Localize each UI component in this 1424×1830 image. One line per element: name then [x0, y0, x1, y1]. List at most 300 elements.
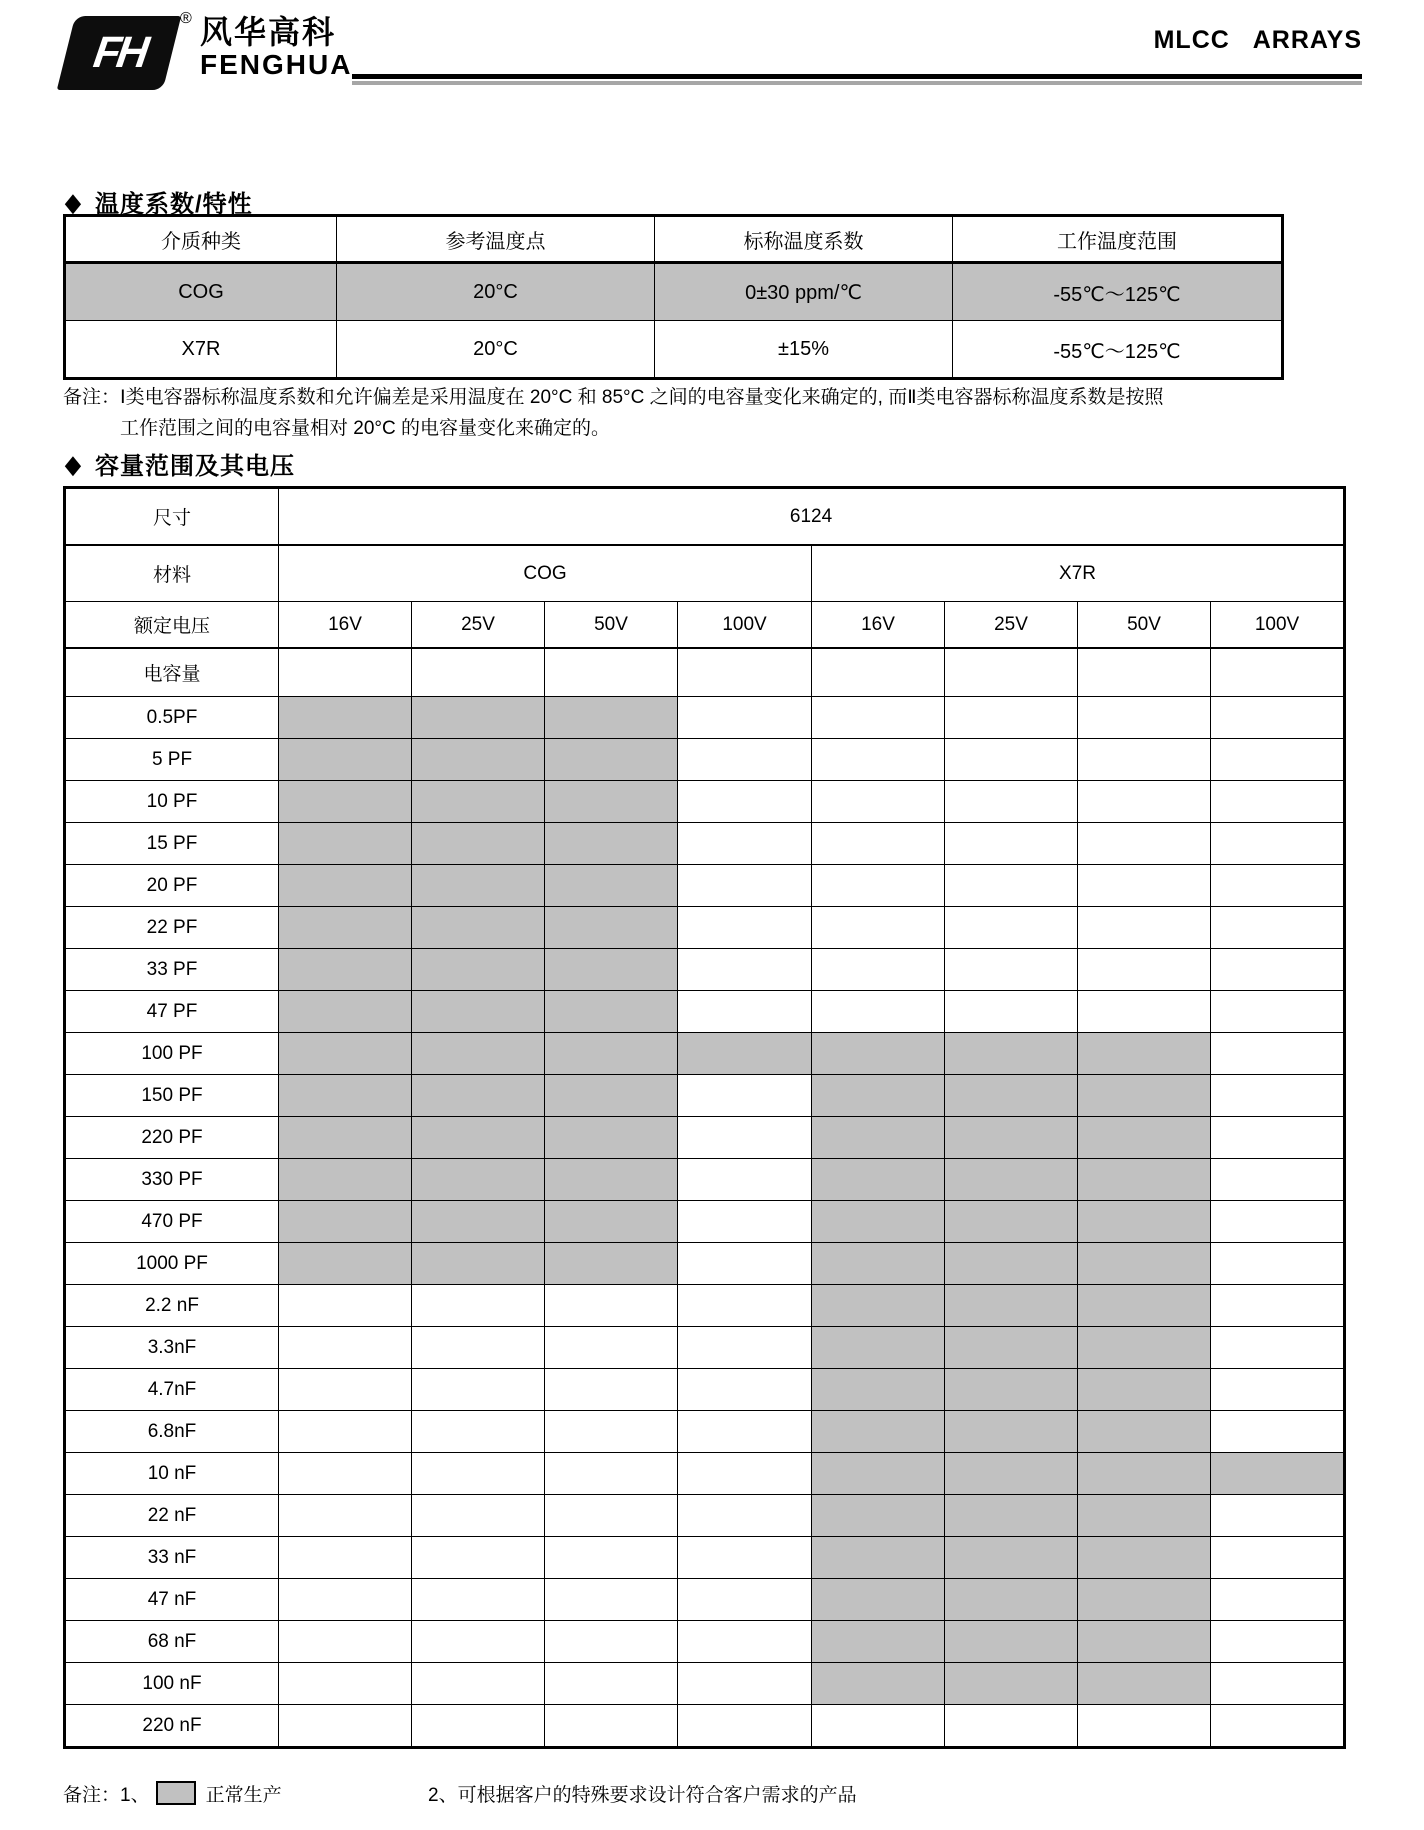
availability-cell-empty: [678, 1201, 812, 1243]
availability-cell-produced: [1078, 1285, 1211, 1327]
availability-cell-produced: [412, 865, 545, 907]
capacitance-row: [65, 739, 1345, 781]
availability-cell-empty: [545, 1663, 678, 1705]
temperature-note: [63, 382, 1373, 444]
availability-cell-produced: [1078, 1453, 1211, 1495]
table-cell: -55℃～125℃: [953, 263, 1283, 321]
availability-cell-empty: [1078, 1705, 1211, 1748]
availability-cell-empty: [545, 1495, 678, 1537]
availability-cell-produced: [678, 1033, 812, 1075]
availability-cell-empty: [412, 1285, 545, 1327]
table-row: [65, 321, 1283, 379]
column-header: 工作温度范围: [953, 216, 1283, 263]
availability-cell-empty: [279, 1453, 412, 1495]
availability-cell-produced: [945, 1327, 1078, 1369]
availability-cell-produced: [412, 1075, 545, 1117]
availability-cell-empty: [812, 907, 945, 949]
table-cell: -55℃～125℃: [953, 321, 1283, 379]
availability-cell-produced: [945, 1117, 1078, 1159]
availability-cell-empty: [412, 1453, 545, 1495]
availability-cell-produced: [812, 1579, 945, 1621]
capacitance-row: [65, 1453, 1345, 1495]
legend-item2: 2、可根据客户的特殊要求设计符合客户需求的产品: [428, 1784, 857, 1806]
availability-cell-empty: [1211, 949, 1345, 991]
availability-cell-empty: [678, 1411, 812, 1453]
availability-cell-empty: [945, 697, 1078, 739]
availability-cell-produced: [412, 1201, 545, 1243]
page-title: MLCC ARRAYS: [1153, 26, 1362, 54]
availability-cell-empty: [1211, 739, 1345, 781]
availability-cell-empty: [279, 1579, 412, 1621]
capacitance-row: [65, 697, 1345, 739]
capacitance-value-label: 220 PF: [65, 1117, 279, 1159]
availability-cell-produced: [412, 1243, 545, 1285]
availability-cell-empty: [812, 739, 945, 781]
voltage-header-cell: 16V: [279, 602, 412, 649]
availability-cell-produced: [279, 1243, 412, 1285]
note-line1: Ⅰ类电容器标称温度系数和允许偏差是采用温度在 20°C 和 85°C 之间的电容量变化来确定的, 而Ⅱ类电容器标称温度系数是按照: [120, 387, 1164, 408]
availability-cell-empty: [1211, 1663, 1345, 1705]
availability-cell-empty: [1211, 1579, 1345, 1621]
header-divider: [352, 74, 1362, 85]
availability-cell-empty: [678, 1537, 812, 1579]
capacitance-value-label: 3.3nF: [65, 1327, 279, 1369]
table-cell: 20°C: [337, 263, 655, 321]
availability-cell-empty: [678, 1495, 812, 1537]
availability-cell-produced: [412, 1159, 545, 1201]
availability-cell-empty: [412, 1705, 545, 1748]
availability-cell-produced: [545, 1201, 678, 1243]
diamond-bullet-icon: ◆: [64, 448, 82, 479]
availability-cell-empty: [1078, 907, 1211, 949]
availability-cell-empty: [945, 865, 1078, 907]
availability-cell-empty: [678, 1705, 812, 1748]
availability-cell-empty: [412, 1327, 545, 1369]
size-value: 6124: [279, 488, 1345, 546]
empty-cell: [1211, 648, 1345, 697]
capacitance-value-label: 22 nF: [65, 1495, 279, 1537]
brand-block: [200, 16, 352, 79]
availability-cell-empty: [678, 697, 812, 739]
capacitance-value-label: 100 nF: [65, 1663, 279, 1705]
availability-cell-produced: [279, 991, 412, 1033]
material-x7r: X7R: [812, 545, 1345, 602]
logo-monogram: FH: [90, 28, 148, 77]
availability-cell-produced: [812, 1159, 945, 1201]
availability-cell-produced: [812, 1369, 945, 1411]
availability-cell-produced: [945, 1579, 1078, 1621]
capacitance-range-table: [63, 486, 1346, 1749]
availability-cell-empty: [678, 1285, 812, 1327]
availability-cell-empty: [1078, 697, 1211, 739]
availability-cell-produced: [279, 1075, 412, 1117]
voltage-header-cell: 16V: [812, 602, 945, 649]
column-header: 标称温度系数: [655, 216, 953, 263]
availability-cell-empty: [412, 1579, 545, 1621]
availability-cell-empty: [678, 823, 812, 865]
availability-cell-empty: [1211, 865, 1345, 907]
table-header-row: [65, 216, 1283, 263]
brand-name-english: FENGHUA: [200, 48, 353, 80]
availability-cell-produced: [545, 697, 678, 739]
availability-cell-produced: [1078, 1243, 1211, 1285]
availability-cell-empty: [1211, 1705, 1345, 1748]
availability-cell-empty: [279, 1495, 412, 1537]
capacitance-row: [65, 907, 1345, 949]
availability-cell-empty: [678, 739, 812, 781]
capacitance-label: 电容量: [65, 648, 279, 697]
availability-cell-produced: [412, 739, 545, 781]
availability-cell-produced: [945, 1411, 1078, 1453]
rated-voltage-row: [65, 602, 1345, 649]
section-title-capacitance: [63, 446, 295, 481]
availability-cell-produced: [412, 781, 545, 823]
availability-cell-empty: [1211, 1285, 1345, 1327]
availability-cell-empty: [1211, 1243, 1345, 1285]
empty-cell: [945, 648, 1078, 697]
availability-cell-empty: [545, 1621, 678, 1663]
empty-cell: [812, 648, 945, 697]
availability-cell-produced: [945, 1621, 1078, 1663]
availability-cell-produced: [945, 1201, 1078, 1243]
availability-cell-empty: [945, 781, 1078, 823]
availability-cell-empty: [1078, 823, 1211, 865]
availability-cell-produced: [945, 1243, 1078, 1285]
availability-cell-empty: [412, 1621, 545, 1663]
availability-cell-produced: [545, 781, 678, 823]
availability-cell-produced: [545, 823, 678, 865]
availability-cell-empty: [945, 907, 1078, 949]
normal-production-swatch: [156, 1781, 196, 1805]
availability-cell-empty: [545, 1369, 678, 1411]
availability-cell-produced: [812, 1201, 945, 1243]
capacitance-value-label: 0.5PF: [65, 697, 279, 739]
availability-cell-empty: [812, 949, 945, 991]
availability-cell-produced: [279, 1201, 412, 1243]
availability-cell-produced: [545, 1075, 678, 1117]
availability-cell-empty: [279, 1369, 412, 1411]
availability-cell-empty: [1078, 739, 1211, 781]
availability-cell-empty: [279, 1327, 412, 1369]
capacitance-row: [65, 1285, 1345, 1327]
fenghua-logo-icon: [57, 16, 181, 90]
availability-cell-produced: [545, 1159, 678, 1201]
availability-cell-empty: [279, 1285, 412, 1327]
availability-cell-empty: [812, 823, 945, 865]
availability-cell-empty: [678, 1243, 812, 1285]
table-cell: X7R: [65, 321, 337, 379]
availability-cell-produced: [945, 1369, 1078, 1411]
availability-cell-empty: [545, 1327, 678, 1369]
availability-cell-empty: [678, 1621, 812, 1663]
availability-cell-produced: [945, 1537, 1078, 1579]
registered-trademark-symbol: ®: [180, 10, 192, 27]
availability-cell-empty: [678, 949, 812, 991]
availability-cell-produced: [1078, 1537, 1211, 1579]
availability-cell-produced: [279, 781, 412, 823]
availability-cell-produced: [812, 1327, 945, 1369]
availability-cell-empty: [279, 1705, 412, 1748]
voltage-label: 额定电压: [65, 602, 279, 649]
empty-cell: [545, 648, 678, 697]
capacitance-row: [65, 949, 1345, 991]
availability-cell-produced: [1078, 1201, 1211, 1243]
availability-cell-empty: [1211, 781, 1345, 823]
temperature-characteristics-table: [63, 214, 1284, 380]
capacitance-value-label: 4.7nF: [65, 1369, 279, 1411]
availability-cell-produced: [812, 1117, 945, 1159]
capacitance-row: [65, 781, 1345, 823]
note-label: 备注：: [63, 387, 121, 408]
availability-cell-produced: [1078, 1621, 1211, 1663]
availability-cell-empty: [1211, 1201, 1345, 1243]
voltage-header-cell: 50V: [545, 602, 678, 649]
capacitance-row: [65, 1621, 1345, 1663]
availability-cell-produced: [279, 1159, 412, 1201]
capacitance-value-label: 47 nF: [65, 1579, 279, 1621]
availability-cell-empty: [678, 865, 812, 907]
capacitance-row: [65, 1327, 1345, 1369]
table-cell: 20°C: [337, 321, 655, 379]
availability-cell-empty: [945, 739, 1078, 781]
availability-cell-empty: [1211, 907, 1345, 949]
availability-cell-produced: [945, 1159, 1078, 1201]
size-row: [65, 488, 1345, 546]
availability-cell-empty: [812, 865, 945, 907]
availability-cell-produced: [812, 1411, 945, 1453]
capacitance-value-label: 10 nF: [65, 1453, 279, 1495]
empty-cell: [1078, 648, 1211, 697]
capacitance-value-label: 2.2 nF: [65, 1285, 279, 1327]
availability-cell-empty: [545, 1579, 678, 1621]
availability-cell-empty: [279, 1537, 412, 1579]
capacitance-value-label: 1000 PF: [65, 1243, 279, 1285]
capacitance-row: [65, 1663, 1345, 1705]
diamond-bullet-icon: ◆: [64, 186, 82, 217]
voltage-header-cell: 50V: [1078, 602, 1211, 649]
table-cell: COG: [65, 263, 337, 321]
availability-cell-empty: [945, 823, 1078, 865]
availability-cell-produced: [279, 697, 412, 739]
availability-cell-produced: [412, 991, 545, 1033]
availability-cell-empty: [279, 1663, 412, 1705]
capacitance-row: [65, 1369, 1345, 1411]
capacitance-row: [65, 991, 1345, 1033]
legend-prefix: 备注：1、: [63, 1784, 150, 1806]
capacitance-row: [65, 1075, 1345, 1117]
voltage-header-cell: 25V: [412, 602, 545, 649]
capacitance-row: [65, 1411, 1345, 1453]
availability-cell-produced: [545, 907, 678, 949]
availability-cell-empty: [812, 697, 945, 739]
availability-cell-empty: [412, 1495, 545, 1537]
material-label: 材料: [65, 545, 279, 602]
voltage-header-cell: 100V: [1211, 602, 1345, 649]
capacitance-value-label: 68 nF: [65, 1621, 279, 1663]
capacitance-value-label: 33 nF: [65, 1537, 279, 1579]
capacitance-value-label: 33 PF: [65, 949, 279, 991]
legend-swatch-label: 正常生产: [205, 1784, 282, 1806]
availability-cell-empty: [1211, 991, 1345, 1033]
material-cog: COG: [279, 545, 812, 602]
availability-cell-empty: [1211, 1411, 1345, 1453]
availability-cell-empty: [545, 1537, 678, 1579]
availability-cell-empty: [945, 991, 1078, 1033]
availability-cell-empty: [545, 1705, 678, 1748]
availability-cell-empty: [678, 1453, 812, 1495]
availability-cell-produced: [945, 1495, 1078, 1537]
capacitance-row: [65, 1579, 1345, 1621]
voltage-header-cell: 25V: [945, 602, 1078, 649]
availability-cell-empty: [1078, 865, 1211, 907]
availability-cell-empty: [812, 991, 945, 1033]
capacitance-value-label: 5 PF: [65, 739, 279, 781]
availability-cell-produced: [1078, 1579, 1211, 1621]
availability-cell-empty: [678, 1075, 812, 1117]
availability-cell-empty: [678, 1159, 812, 1201]
availability-cell-produced: [412, 697, 545, 739]
availability-cell-empty: [412, 1663, 545, 1705]
availability-cell-produced: [1078, 1369, 1211, 1411]
availability-cell-produced: [812, 1285, 945, 1327]
capacitance-row: [65, 1117, 1345, 1159]
availability-cell-empty: [678, 1369, 812, 1411]
availability-cell-produced: [279, 865, 412, 907]
availability-cell-empty: [678, 991, 812, 1033]
brand-name-chinese: 风华高科: [200, 14, 337, 50]
capacitance-row: [65, 1201, 1345, 1243]
section-title-text: 容量范围及其电压: [95, 453, 295, 480]
availability-cell-produced: [545, 949, 678, 991]
availability-cell-produced: [812, 1495, 945, 1537]
capacitance-value-label: 47 PF: [65, 991, 279, 1033]
availability-cell-produced: [1078, 1327, 1211, 1369]
availability-cell-produced: [279, 907, 412, 949]
availability-cell-produced: [945, 1285, 1078, 1327]
availability-cell-produced: [1078, 1663, 1211, 1705]
availability-cell-empty: [1078, 991, 1211, 1033]
availability-cell-empty: [812, 1705, 945, 1748]
capacitance-value-label: 15 PF: [65, 823, 279, 865]
availability-cell-empty: [678, 1117, 812, 1159]
availability-cell-empty: [678, 1663, 812, 1705]
availability-cell-produced: [412, 949, 545, 991]
capacitance-value-label: 100 PF: [65, 1033, 279, 1075]
legend-note: [63, 1780, 857, 1806]
availability-cell-empty: [945, 949, 1078, 991]
availability-cell-empty: [1211, 823, 1345, 865]
availability-cell-empty: [1078, 949, 1211, 991]
availability-cell-produced: [545, 1033, 678, 1075]
availability-cell-empty: [412, 1411, 545, 1453]
column-header: 参考温度点: [337, 216, 655, 263]
capacitance-value-label: 10 PF: [65, 781, 279, 823]
availability-cell-empty: [678, 907, 812, 949]
availability-cell-empty: [1211, 1159, 1345, 1201]
availability-cell-produced: [412, 1117, 545, 1159]
availability-cell-produced: [412, 823, 545, 865]
capacitance-row: [65, 865, 1345, 907]
availability-cell-produced: [945, 1663, 1078, 1705]
capacitance-value-label: 220 nF: [65, 1705, 279, 1748]
availability-cell-produced: [412, 1033, 545, 1075]
availability-cell-produced: [1078, 1495, 1211, 1537]
capacitance-value-label: 150 PF: [65, 1075, 279, 1117]
availability-cell-empty: [1211, 1621, 1345, 1663]
availability-cell-empty: [1078, 781, 1211, 823]
availability-cell-produced: [545, 1243, 678, 1285]
availability-cell-produced: [279, 1033, 412, 1075]
availability-cell-empty: [545, 1411, 678, 1453]
availability-cell-empty: [1211, 1495, 1345, 1537]
size-label: 尺寸: [65, 488, 279, 546]
capacitance-row: [65, 823, 1345, 865]
column-header: 介质种类: [65, 216, 337, 263]
section-title-text: 温度系数/特性: [95, 191, 253, 218]
availability-cell-empty: [1211, 1327, 1345, 1369]
availability-cell-produced: [1078, 1117, 1211, 1159]
availability-cell-produced: [812, 1033, 945, 1075]
availability-cell-produced: [279, 739, 412, 781]
availability-cell-empty: [1211, 1537, 1345, 1579]
availability-cell-produced: [945, 1453, 1078, 1495]
capacitance-value-label: 20 PF: [65, 865, 279, 907]
availability-cell-empty: [812, 781, 945, 823]
empty-cell: [678, 648, 812, 697]
availability-cell-produced: [1078, 1033, 1211, 1075]
availability-cell-produced: [812, 1243, 945, 1285]
availability-cell-empty: [412, 1369, 545, 1411]
capacitance-value-label: 22 PF: [65, 907, 279, 949]
capacitance-header-row: [65, 648, 1345, 697]
table-row: [65, 263, 1283, 321]
capacitance-row: [65, 1495, 1345, 1537]
availability-cell-empty: [678, 1327, 812, 1369]
capacitance-value-label: 330 PF: [65, 1159, 279, 1201]
availability-cell-produced: [279, 1117, 412, 1159]
availability-cell-produced: [279, 949, 412, 991]
availability-cell-empty: [1211, 697, 1345, 739]
availability-cell-empty: [279, 1621, 412, 1663]
capacitance-row: [65, 1159, 1345, 1201]
capacitance-row: [65, 1537, 1345, 1579]
availability-cell-empty: [945, 1705, 1078, 1748]
availability-cell-empty: [1211, 1369, 1345, 1411]
availability-cell-produced: [945, 1075, 1078, 1117]
note-line2: 工作范围之间的电容量相对 20°C 的电容量变化来确定的。: [120, 418, 611, 439]
capacitance-row: [65, 1243, 1345, 1285]
availability-cell-produced: [1078, 1159, 1211, 1201]
availability-cell-produced: [812, 1453, 945, 1495]
table-cell: ±15%: [655, 321, 953, 379]
availability-cell-produced: [545, 991, 678, 1033]
availability-cell-empty: [545, 1453, 678, 1495]
availability-cell-empty: [1211, 1075, 1345, 1117]
availability-cell-produced: [812, 1663, 945, 1705]
material-row: [65, 545, 1345, 602]
availability-cell-empty: [545, 1285, 678, 1327]
availability-cell-empty: [412, 1537, 545, 1579]
availability-cell-empty: [1211, 1033, 1345, 1075]
table-cell: 0±30 ppm/℃: [655, 263, 953, 321]
voltage-header-cell: 100V: [678, 602, 812, 649]
availability-cell-produced: [545, 865, 678, 907]
availability-cell-produced: [1211, 1453, 1345, 1495]
capacitance-value-label: 6.8nF: [65, 1411, 279, 1453]
availability-cell-produced: [545, 1117, 678, 1159]
availability-cell-produced: [279, 823, 412, 865]
capacitance-row: [65, 1705, 1345, 1748]
